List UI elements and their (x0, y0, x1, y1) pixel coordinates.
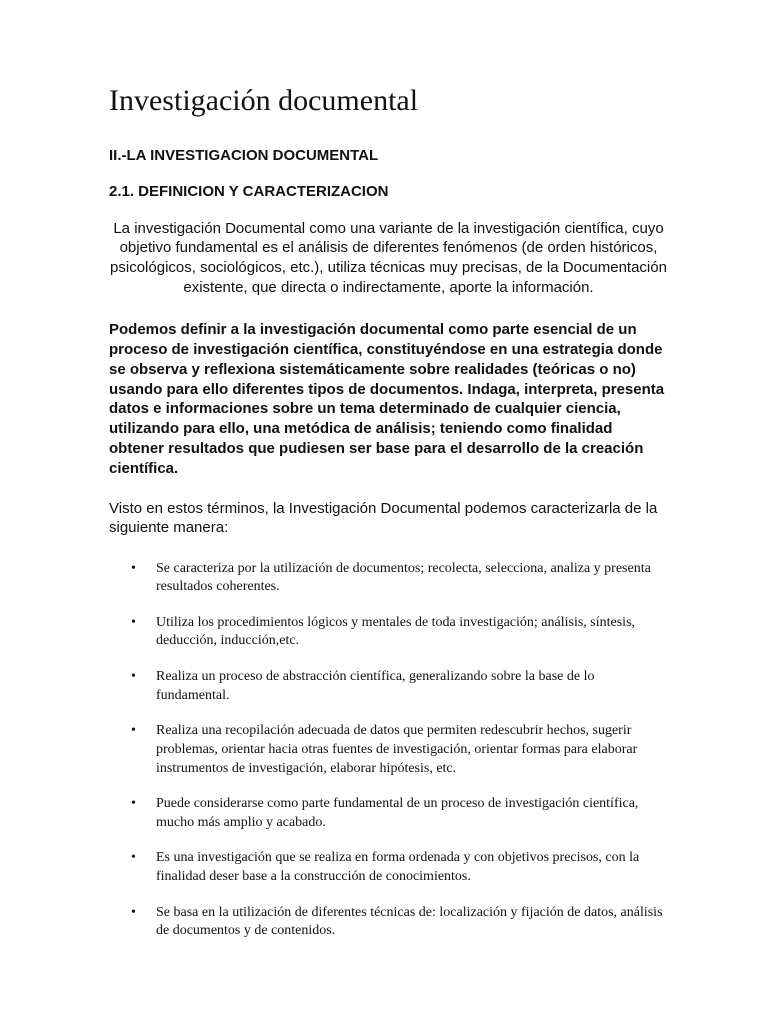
list-item (109, 614, 668, 651)
bullet-icon: • (131, 796, 136, 812)
definition-paragraph: Podemos definir a la investigación documental como parte esencial de un proceso de investigación científica, constituyéndose en una estrategia donde se observa y reflexiona sistemáticamente sobre realidades (teóricas o no) usando para ello diferentes tipos de documentos. Indaga, interpreta, presenta datos e informaciones sobre un tema determinado de cualquier ciencia, utilizando para ello, una metódica de análisis; teniendo como finalidad obtener resultados que pudiesen ser base para el desarrollo de la creación científica. (109, 321, 665, 477)
intro-paragraph: La investigación Documental como una variante de la investigación científica, cuyo objetivo fundamental es el análisis de diferentes fenómenos (de orden históricos, psicológicos, sociológicos, etc.), utiliza técnicas muy precisas, de la Documentación existente, que directa o indirectamente, aporte la información. (110, 219, 667, 297)
list-item-text: Utiliza los procedimientos lógicos y mentales de toda investigación; análisis, síntesis, deducción, inducción,etc. (156, 614, 636, 649)
list-item-text: Es una investigación que se realiza en forma ordenada y con objetivos precisos, con la finalidad deser base a la construcción de conocimientos. (156, 850, 640, 884)
lead-paragraph: Visto en estos términos, la Investigación Documental podemos caracterizarla de la siguiente manera: (109, 499, 658, 537)
subsection-heading: 2.1. DEFINICION Y CARACTERIZACION (109, 183, 389, 200)
bullet-icon: • (131, 904, 136, 920)
list-item (109, 722, 668, 778)
bullet-icon: • (131, 723, 136, 739)
bullet-icon: • (131, 669, 136, 685)
bullet-icon: • (131, 614, 136, 630)
list-item-text: Puede considerarse como parte fundamental de un proceso de investigación científica, mucho más amplio y acabado. (156, 796, 639, 830)
list-item (109, 668, 668, 705)
list-item-text: Realiza un proceso de abstracción científica, generalizando sobre la base de lo fundamental. (156, 669, 595, 703)
list-item (109, 849, 668, 886)
list-item-text: Realiza una recopilación adecuada de datos que permiten redescubrir hechos, sugerir problemas, orientar hacia otras fuentes de investigación, orientar formas para elaborar instrumentos de investigación, elaborar hipótesis, etc. (156, 723, 638, 776)
characteristics-list (109, 560, 668, 941)
list-item (109, 795, 668, 832)
list-item-text: Se basa en la utilización de diferentes técnicas de: localización y fijación de datos, análisis de documentos y de contenidos. (156, 904, 663, 939)
bullet-icon: • (131, 560, 136, 576)
bullet-icon: • (131, 850, 136, 866)
list-item (109, 904, 668, 941)
list-item-text: Se caracteriza por la utilización de documentos; recolecta, selecciona, analiza y presenta resultados coherentes. (156, 560, 651, 595)
section-heading: II.-LA INVESTIGACION DOCUMENTAL (109, 146, 379, 164)
list-item (109, 560, 668, 597)
document-title: Investigación documental (109, 84, 419, 117)
